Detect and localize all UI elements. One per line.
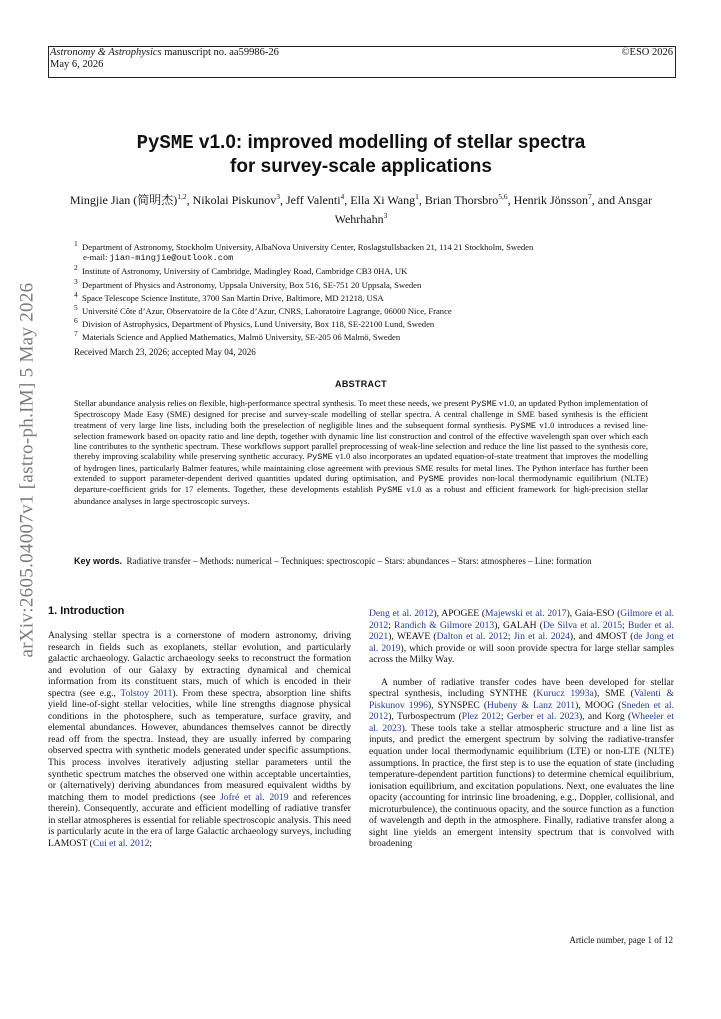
text-run: ). These tools take a stellar atmospheric structure and a line list as inputs, and predict the emergent spectrum by solving the radiative-transfer equation under local thermodynamic equilibrium (LTE) or non-LTE (NLTE) assumptions. In practice, the first step is to use the equation of state (including temperature-dependent partition functions) to determine chemical equilibrium, ionisation equilibrium, and excitation populations. Next, one evaluates the line opacity (accounting for intrinsic line broadening, e.g., Doppler, collisional, and microturbulence), the continuous opacity, and the source function as a function of wavelength and depth in the atmosphere. Finally, radiative transfer along a sight line yields an emergent intensity spectrum that is convolved with broadening [369, 722, 674, 850]
affiliation-text: Institute of Astronomy, University of Cambridge, Madingley Road, Cambridge CB3 0HA, UK [82, 266, 408, 277]
abstract-text [74, 398, 648, 506]
affiliations [74, 239, 674, 342]
header-journal-line [50, 47, 279, 58]
right-column [369, 608, 674, 850]
text-run: ), WEAVE ( [388, 631, 437, 643]
author-name: Nikolai Piskunov [192, 193, 277, 207]
text-run: v1.0 also incorporates an updated equation-of-state treatment that improves the modelling of hydrogen lines, particularly Balmer features, while maintaining close agreement with previous SME results for metal lines. The Python interface has further been extended to support parameter-dependent derived quantities updated during optimisation, and [74, 451, 648, 484]
author-name: Mingjie Jian (简明杰) [69, 193, 178, 207]
citation-link[interactable]: Plez 2012 [461, 711, 501, 723]
title-code: PySME [136, 132, 194, 154]
citation-link[interactable]: Dalton et al. 2012 [436, 631, 508, 643]
affiliation-text: Space Telescope Science Institute, 3700 San Martin Drive, Baltimore, MD 21218, USA [82, 292, 384, 303]
affiliation-item [74, 263, 674, 276]
affiliation-text: Université Côte d’Azur, Observatoire de la Côte d’Azur, CNRS, Laboratoire Lagrange, 06000 Nice, France [82, 305, 452, 316]
author-name: Ansgar Wehrhahn [334, 193, 653, 226]
affiliation-item [74, 316, 674, 329]
affiliation-number: 5 [74, 302, 78, 312]
affiliation-number: 6 [74, 316, 78, 326]
text-run: ), MOOG ( [575, 699, 622, 711]
citation-link[interactable]: Majewski et al. 2017 [485, 608, 567, 619]
text-run: ; [500, 711, 507, 723]
text-run: provides non-local thermodynamic equilibrium (NLTE) departure-coefficient grids for 17 elements. Together, these developments establish [74, 473, 648, 495]
header-copyright: ©ESO 2026 [621, 47, 673, 58]
arxiv-stamp-text: arXiv:2605.04007v1 [astro-ph.IM] 5 May 2026 [16, 282, 37, 658]
affiliation-item [74, 252, 674, 263]
affiliation-number: 1 [74, 239, 78, 248]
title-line1: v1.0: improved modelling of stellar spectra [193, 132, 586, 153]
code-name: PySME [376, 485, 403, 496]
received-date: Received March 23, 2026; accepted May 04, 2026 [74, 347, 256, 357]
text-run: ), APOGEE ( [433, 608, 486, 619]
text-run: ), Turbospectrum ( [388, 711, 462, 723]
text-run: and references therein). Consequently, accurate and efficient modelling of radiative transfer in stellar atmospheres is essential for reliable spectroscopic analysis. This need is particularly acute in the era of large Galactic archaeology surveys, including LAMOST ( [48, 791, 351, 849]
author-affiliation-mark: 1 [415, 192, 419, 201]
text-run: A number of radiative transfer codes have been developed for stellar spectral synthesis, including SYNTHE ( [369, 676, 674, 700]
affiliation-text: Materials Science and Applied Mathematics, Malmö University, SE-205 06 Malmö, Sweden [82, 332, 401, 343]
abstract-heading: ABSTRACT [335, 379, 387, 389]
author-separator: , [186, 193, 193, 207]
author-affiliation-mark: 7 [588, 192, 592, 201]
author-name: Brian Thorsbro [424, 193, 499, 207]
text-run: v1.0 as a robust and efficient framework for high-precision stellar abundance analyses in large spectroscopic surveys. [74, 484, 649, 506]
affiliation-number: 7 [74, 329, 78, 339]
text-run: ; [149, 837, 153, 849]
text-run: Analysing stellar spectra is a cornerstone of modern astronomy, driving research in fields such as exoplanets, stellar evolution, and particularly galactic archaeology. Galactic archaeology seeks to reconstruct the formation and evolution of our Galaxy by extracting dynamical and chemical information from its constituent stars, much of which is encoded in their spectra (see e.g., [48, 630, 351, 699]
citation-link[interactable]: Tolstoy 2011 [120, 687, 173, 699]
citation-link[interactable]: Gerber et al. 2023 [506, 711, 579, 723]
author-name: Jeff Valenti [286, 193, 341, 207]
affiliation-text: Department of Astronomy, Stockholm University, AlbaNova University Center, Roslagstullsbacken 21, 114 21 Stockholm, Sweden [82, 241, 534, 252]
affiliation-number: 3 [74, 276, 78, 286]
text-run: ), SME ( [593, 688, 634, 700]
text-run: ; [388, 619, 395, 631]
author-affiliation-mark: 3 [383, 211, 388, 220]
header-manuscript: manuscript no. aa59986-26 [164, 47, 279, 58]
code-name: PySME [418, 474, 445, 485]
citation-link[interactable]: Kurucz 1993a [536, 688, 594, 700]
keywords-label: Key words. [74, 556, 123, 566]
paper-title [48, 131, 674, 179]
citation-link[interactable]: Buder et al. 2021 [369, 619, 674, 643]
affiliation-item [74, 290, 674, 303]
author-list [48, 189, 674, 227]
text-run: ), SYNSPEC ( [427, 699, 488, 711]
text-run: ), and Korg ( [578, 711, 632, 723]
affiliation-item [74, 277, 674, 290]
affiliation-text: Division of Astrophysics, Department of Physics, Lund University, Box 118, SE-22100 Lund, Sweden [82, 318, 435, 329]
keywords [74, 556, 674, 567]
citation-link[interactable]: Randich & Gilmore 2013 [394, 619, 495, 631]
author-separator: , [418, 193, 425, 207]
text-run: v1.0, an updated Python implementation of Spectroscopy Made Easy (SME) designed for precise and survey-scale modelling of stellar spectra. A central challenge in SME based synthesis is the efficient treatment of very large line lists, including both the preselection of negligible lines and the subsequent formal synthesis. [74, 398, 648, 430]
author-affiliation-mark: 4 [340, 192, 345, 201]
right-column-paragraph-2 [369, 677, 674, 850]
citation-link[interactable]: Hubeny & Lanz 2011 [487, 699, 576, 711]
author-affiliation-mark: 5,6 [498, 192, 508, 201]
text-run: ), GALAH ( [494, 619, 543, 631]
citation-link[interactable]: Jofré et al. 2019 [220, 791, 289, 803]
author-affiliation-mark: 3 [276, 192, 280, 201]
citation-link[interactable]: de Jong et al. 2019 [369, 631, 674, 654]
affiliation-item [74, 303, 674, 316]
citation-link[interactable]: Cui et al. 2012 [92, 837, 150, 849]
page-footer: Article number, page 1 of 12 [569, 935, 673, 945]
title-line2: for survey-scale applications [230, 156, 492, 177]
author-affiliation-mark: 1,2 [177, 192, 187, 201]
text-run: Stellar abundance analysis relies on flexible, high-performance spectral synthesis. To meet these needs, we present [74, 398, 472, 408]
code-name: PySME [471, 399, 497, 409]
citation-link[interactable]: Wheeler et al. 2023 [369, 711, 674, 734]
citation-link[interactable]: De Silva et al. 2015 [542, 619, 623, 631]
citation-link[interactable]: Sneden et al. 2012 [369, 699, 674, 723]
citation-link[interactable]: Jin et al. 2024 [513, 631, 570, 643]
citation-link[interactable]: Gilmore et al. 2012 [369, 608, 674, 631]
text-run: ; [622, 619, 628, 631]
affiliation-text: e-mail: [83, 252, 110, 263]
text-run: ), Gaia-ESO ( [566, 608, 621, 619]
text-run: ), which provide or will soon provide spectra for large stellar samples across the Milky Way. [369, 642, 674, 666]
text-run: ; [507, 631, 514, 643]
header-date: May 6, 2026 [50, 59, 104, 70]
left-column-paragraph [48, 630, 351, 849]
section-heading: 1. Introduction [48, 605, 125, 617]
text-run: ). From these spectra, absorption line shifts yield line-of-sight stellar velocities, while line strengths diagnose physical conditions in the photosphere, such as temperature, surface gravity, and elemental abundances. However, abundances themselves cannot be directly read off from the spectra. Instead, they are usually inferred by comparing observed spectra with synthetic models generated under specific assumptions. This process involves iteratively adjusting stellar parameters until the synthetic spectrum matches the observed one within acceptable uncertainties, or (alternatively) deriving abundances from measured equivalent widths by matching them to model predictions (see [48, 687, 352, 803]
code-name: PySME [510, 420, 537, 431]
affiliation-item [74, 329, 674, 342]
text-run: v1.0 introduces a revised line-selection framework based on opacity ratio and line depth, together with dynamic line list construction and control of the effective wavelength span over which each line contributes to the synthetic spectrum. These workflows support parallel preprocessing of weak-line selection and reduce the line list passed to the synthesis core, thereby improving scalability while preserving synthetic accuracy. [74, 419, 648, 462]
left-column [48, 630, 351, 849]
affiliation-number: 4 [74, 289, 78, 299]
affiliation-item [74, 239, 674, 252]
header-journal: Astronomy & Astrophysics [50, 47, 162, 58]
right-column-paragraph-1 [369, 608, 674, 666]
author-separator: , [344, 193, 351, 207]
arxiv-stamp [12, 270, 42, 670]
citation-link[interactable]: Valenti & Piskunov 1996 [369, 688, 675, 711]
affiliation-text: Department of Physics and Astronomy, Uppsala University, Box 516, SE-751 20 Uppsala, Sweden [82, 279, 422, 290]
author-separator: , and [591, 193, 618, 207]
affiliation-email[interactable]: jian-mingjie@outlook.com [109, 253, 234, 264]
citation-link[interactable]: Deng et al. 2012 [369, 608, 434, 619]
author-name: Ella Xi Wang [350, 193, 416, 207]
author-separator: , [507, 193, 514, 207]
affiliation-number: 2 [74, 263, 78, 273]
keywords-text: Radiative transfer – Methods: numerical – Techniques: spectroscopic – Stars: abundances – Stars: atmospheres – Line: formation [126, 556, 592, 566]
author-name: Henrik Jönsson [513, 193, 589, 207]
text-run: ), and 4MOST ( [569, 631, 634, 643]
author-separator: , [280, 193, 286, 207]
code-name: PySME [307, 452, 333, 463]
